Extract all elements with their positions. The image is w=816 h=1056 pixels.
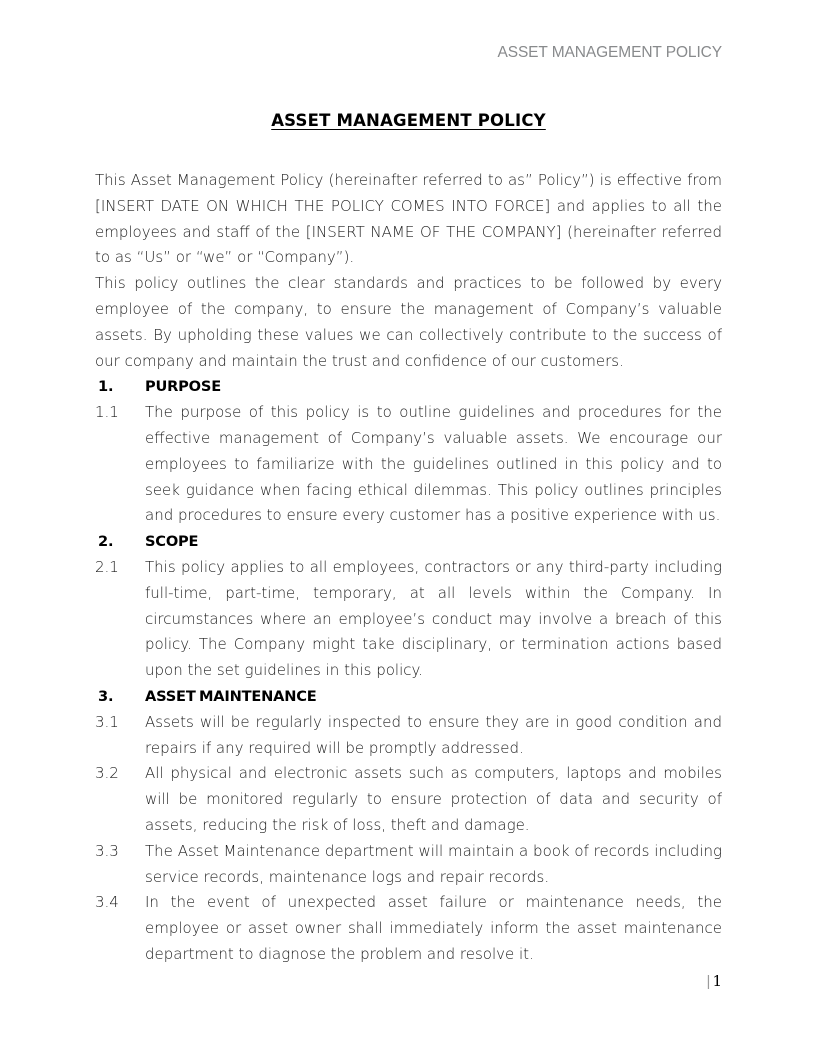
section-heading-2: [95, 529, 722, 555]
clause-2-1: [95, 555, 722, 684]
clause-text-3-2: All physical and electronic assets such as computers, laptops and mobiles will be monitored regularly to ensure protection of data and security of assets, reducing the risk of loss, theft and damage.: [145, 764, 722, 834]
clause-number-3-2: 3.2: [95, 764, 119, 783]
intro-paragraph-2: This policy outlines the clear standards and practices to be followed by every employee of the company, to ensure the management of Company’s valuable assets. By upholding these values we can collectively contribute to the success of our company and maintain the trust and confidence of our customers.: [95, 274, 722, 370]
clause-1-1: [95, 400, 722, 529]
clause-number-3-1: 3.1: [95, 712, 119, 731]
document-title: ASSET MANAGEMENT POLICY: [271, 111, 546, 130]
clause-3-3: [95, 839, 722, 891]
section-label-1: PURPOSE: [145, 378, 221, 396]
clause-3-2: [95, 761, 722, 838]
page-footer: [95, 971, 722, 992]
document-body: [95, 110, 722, 968]
clause-3-4: [95, 890, 722, 967]
running-header: ASSET MANAGEMENT POLICY: [497, 44, 722, 61]
clause-text-3-4: In the event of unexpected asset failure or maintenance needs, the employee or asset owner shall immediately inform the asset maintenance department to diagnose the problem and resolve it.: [145, 893, 722, 963]
section-heading-1: [95, 374, 722, 400]
section-number-2: 2.: [98, 533, 114, 551]
intro-paragraph-1: This Asset Management Policy (hereinafter referred to as” Policy”) is effective from [INSERT DATE ON WHICH THE POLICY COMES INTO FORCE] and applies to all the employees and staff of the [INSERT NAME OF THE COMPANY] (hereinafter referred to as “Us” or “we” or “Company”).: [95, 171, 722, 267]
page-number: 1: [712, 972, 722, 990]
section-label-2: SCOPE: [145, 533, 199, 551]
clause-3-1: [95, 710, 722, 762]
clause-number-2-1: 2.1: [95, 557, 119, 576]
clause-number-3-4: 3.4: [95, 893, 119, 912]
section-number-3: 3.: [98, 687, 114, 705]
section-number-1: 1.: [98, 378, 114, 396]
clause-text-2-1: This policy applies to all employees, contractors or any third-party including full-time, part-time, temporary, at all levels within the Company. In circumstances where an employee’s conduct may involve a breach of this policy. The Company might take disciplinary, or termination actions based upon the set guidelines in this policy.: [145, 557, 722, 680]
clause-number-3-3: 3.3: [95, 841, 119, 860]
section-label-3: ASSET MAINTENANCE: [145, 687, 317, 705]
clause-text-3-3: The Asset Maintenance department will maintain a book of records including service records, maintenance logs and repair records.: [145, 841, 722, 886]
clause-text-1-1: The purpose of this policy is to outline guidelines and procedures for the effective management of Company’s valuable assets. We encourage our employees to familiarize with the guidelines outlined in this policy and to seek guidance when facing ethical dilemmas. This policy outlines principles and procedures to ensure every customer has a positive experience with us.: [145, 403, 722, 525]
section-heading-3: [95, 684, 722, 710]
footer-separator: |: [706, 973, 711, 990]
clause-number-1-1: 1.1: [95, 403, 119, 422]
clause-text-3-1: Assets will be regularly inspected to ensure they are in good condition and repairs if any required will be promptly addressed.: [145, 712, 722, 757]
